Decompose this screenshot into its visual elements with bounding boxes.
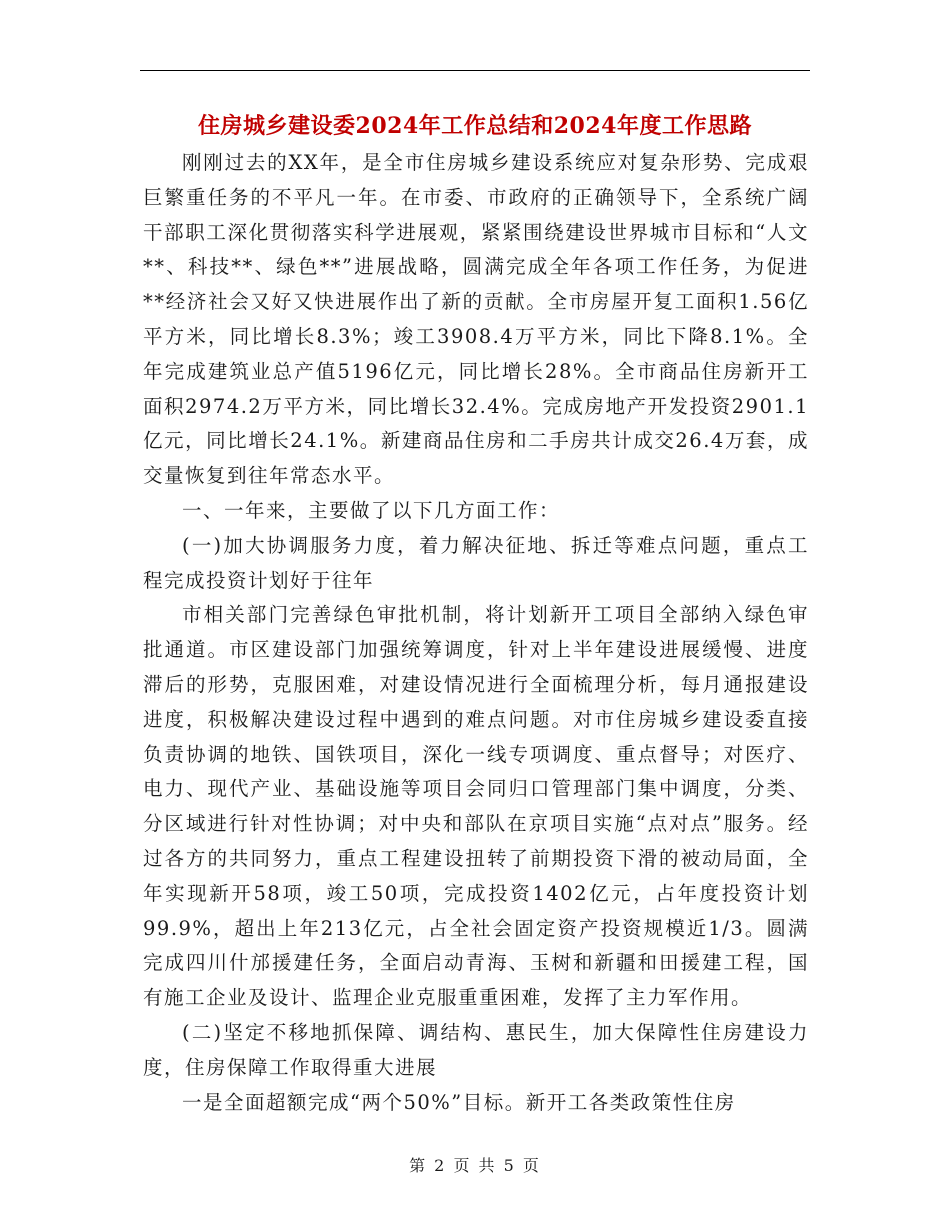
paragraph-section-2: 一是全面超额完成“两个50%”目标。新开工各类政策性住房 <box>182 1090 736 1114</box>
heading-section-1: 一、一年来，主要做了以下几方面工作： <box>182 498 561 522</box>
subheading-1: (一)加大协调服务力度，着力解决征地、拆迁等难点问题，重点工程完成投资计划好于往年 <box>143 533 809 592</box>
document-body <box>143 146 809 1120</box>
page-number: 第 2 页 共 5 页 <box>409 1156 541 1175</box>
paragraph-intro: 刚刚过去的XX年，是全市住房城乡建设系统应对复杂形势、完成艰巨繁重任务的不平凡一年。在市委、市政府的正确领导下，全系统广阔干部职工深化贯彻落实科学进展观，紧紧围绕建设世界城市目标和“人文**、科技**、绿色**”进展战略，圆满完成全年各项工作任务，为促进**经济社会又好又快进展作出了新的贡献。全市房屋开复工面积1.56亿平方米，同比增长8.3%；竣工3908.4万平方米，同比下降8.1%。全年完成建筑业总产值5196亿元，同比增长28%。全市商品住房新开工面积2974.2万平方米，同比增长32.4%。完成房地产开发投资2901.1亿元，同比增长24.1%。新建商品住房和二手房共计成交26.4万套，成交量恢复到往年常态水平。 <box>143 151 809 488</box>
document-title: 住房城乡建设委2024年工作总结和2024年度工作思路 <box>198 113 752 139</box>
subheading-2: (二)坚定不移地抓保障、调结构、惠民生，加大保障性住房建设力度，住房保障工作取得重大进展 <box>143 1020 809 1079</box>
header-rule <box>140 70 810 71</box>
paragraph-section-1: 市相关部门完善绿色审批机制，将计划新开工项目全部纳入绿色审批通道。市区建设部门加强统筹调度，针对上半年建设进展缓慢、进度滞后的形势，克服困难，对建设情况进行全面梳理分析，每月通报建设进度，积极解决建设过程中遇到的难点问题。对市住房城乡建设委直接负责协调的地铁、国铁项目，深化一线专项调度、重点督导；对医疗、电力、现代产业、基础设施等项目会同归口管理部门集中调度，分类、分区域进行针对性协调；对中央和部队在京项目实施“点对点”服务。经过各方的共同努力，重点工程建设扭转了前期投资下滑的被动局面，全年实现新开58项，竣工50项，完成投资1402亿元，占年度投资计划99.9%，超出上年213亿元，占全社会固定资产投资规模近1/3。圆满完成四川什邡援建任务，全面启动青海、玉树和新疆和田援建工程，国有施工企业及设计、监理企业克服重重困难，发挥了主力军作用。 <box>143 603 809 1010</box>
page-footer <box>0 1153 950 1176</box>
